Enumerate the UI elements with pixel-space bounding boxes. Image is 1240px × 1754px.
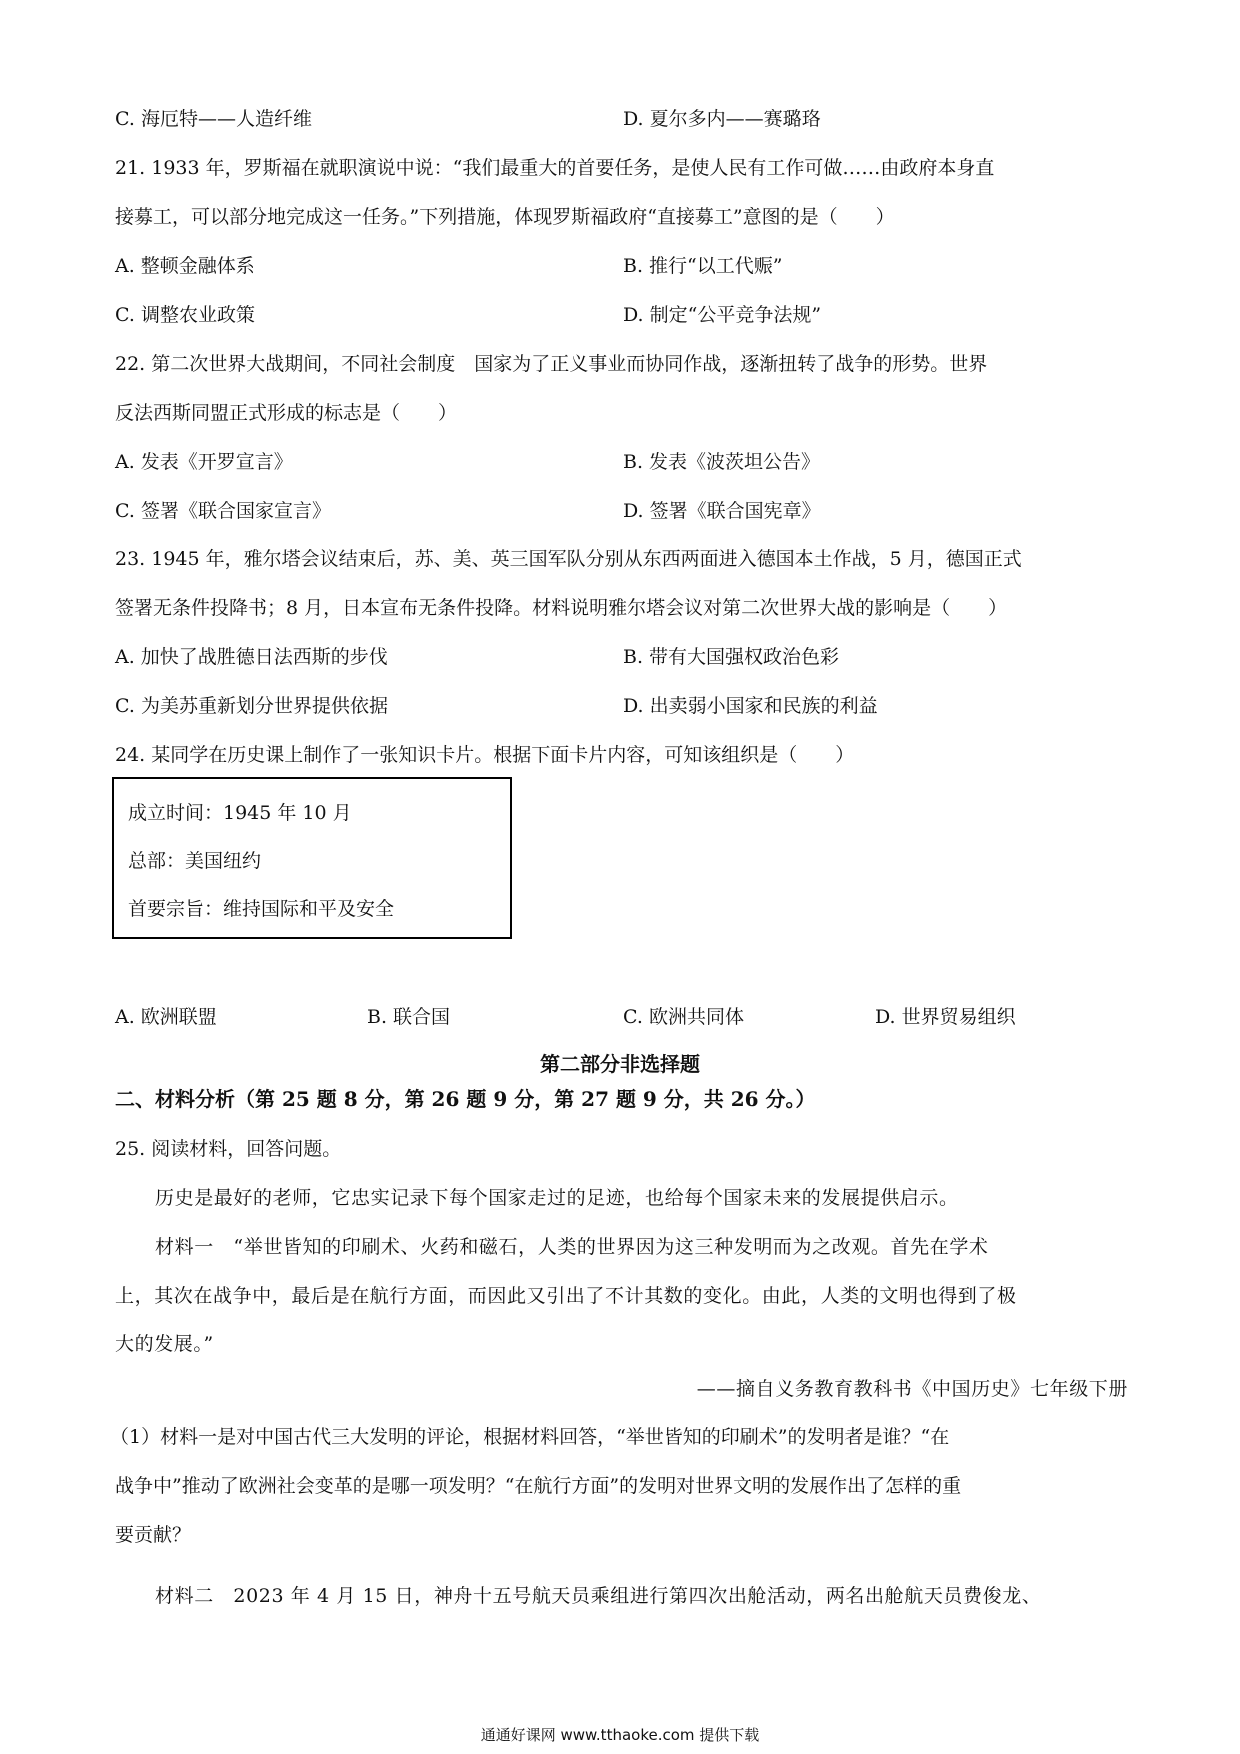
q21-option-c: C. 调整农业政策 bbox=[115, 304, 255, 326]
section-heading: 二、材料分析（第 25 题 8 分，第 26 题 9 分，第 27 题 9 分，共 26 分。） bbox=[115, 1087, 816, 1111]
q22-option-a: A. 发表《开罗宣言》 bbox=[115, 451, 293, 473]
q20-option-c: C. 海厄特——人造纤维 bbox=[115, 108, 312, 130]
q21-stem-line1: 21. 1933 年，罗斯福在就职演说中说：“我们最重大的首要任务，是使人民有工作可做……由政府本身直 bbox=[115, 157, 995, 179]
q21-option-d: D. 制定“公平竞争法规” bbox=[623, 304, 822, 326]
q24-stem: 24. 某同学在历史课上制作了一张知识卡片。根据下面卡片内容，可知该组织是（ ） bbox=[115, 744, 855, 766]
q22-option-d: D. 签署《联合国宪章》 bbox=[623, 500, 821, 522]
q23-option-a: A. 加快了战胜德日法西斯的步伐 bbox=[115, 646, 388, 668]
q21-option-b: B. 推行“以工代赈” bbox=[623, 255, 783, 277]
q24-option-c: C. 欧洲共同体 bbox=[623, 1006, 744, 1028]
q24-option-d: D. 世界贸易组织 bbox=[875, 1006, 1016, 1028]
part-title: 第二部分非选择题 bbox=[540, 1052, 700, 1076]
q23-stem-line2: 签署无条件投降书；8 月，日本宣布无条件投降。材料说明雅尔塔会议对第二次世界大战的影响是（ ） bbox=[115, 597, 1008, 619]
q25-sub1-line2: 战争中”推动了欧洲社会变革的是哪一项发明？“在航行方面”的发明对世界文明的发展作出了怎样的重 bbox=[115, 1475, 962, 1497]
material-1-source: ——摘自义务教育教科书《中国历史》七年级下册 bbox=[696, 1378, 1128, 1400]
q25-sub1-line3: 要贡献？ bbox=[115, 1524, 192, 1546]
q25-intro: 25. 阅读材料，回答问题。 bbox=[115, 1138, 342, 1160]
q22-option-b: B. 发表《波茨坦公告》 bbox=[623, 451, 821, 473]
material-2-line1: 材料二 2023 年 4 月 15 日，神舟十五号航天员乘组进行第四次出舱活动，两名出舱航天员费俊龙、 bbox=[155, 1585, 1042, 1607]
card-established: 成立时间：1945 年 10 月 bbox=[128, 802, 352, 824]
material-1-line3: 大的发展。” bbox=[115, 1333, 214, 1355]
q20-option-d: D. 夏尔多内——赛璐珞 bbox=[623, 108, 821, 130]
q22-stem-line1: 22. 第二次世界大战期间，不同社会制度 国家为了正义事业而协同作战，逐渐扭转了战争的形势。世界 bbox=[115, 353, 988, 375]
q22-option-c: C. 签署《联合国家宣言》 bbox=[115, 500, 331, 522]
q23-option-d: D. 出卖弱小国家和民族的利益 bbox=[623, 695, 878, 717]
q23-stem-line1: 23. 1945 年，雅尔塔会议结束后，苏、美、英三国军队分别从东西两面进入德国本土作战，5 月，德国正式 bbox=[115, 548, 1022, 570]
knowledge-card bbox=[112, 777, 512, 939]
card-purpose: 首要宗旨：维持国际和平及安全 bbox=[128, 898, 395, 920]
q25-lead: 历史是最好的老师，它忠实记录下每个国家走过的足迹，也给每个国家未来的发展提供启示。 bbox=[155, 1187, 959, 1209]
page-footer: 通通好课网 www.tthaoke.com 提供下载 bbox=[480, 1726, 760, 1744]
q24-option-b: B. 联合国 bbox=[367, 1006, 451, 1028]
q23-option-b: B. 带有大国强权政治色彩 bbox=[623, 646, 840, 668]
q24-option-a: A. 欧洲联盟 bbox=[115, 1006, 217, 1028]
material-1-line1: 材料一 “举世皆知的印刷术、火药和磁石，人类的世界因为这三种发明而为之改观。首先在学术 bbox=[155, 1236, 989, 1258]
q25-sub1-line1: （1）材料一是对中国古代三大发明的评论，根据材料回答，“举世皆知的印刷术”的发明者是谁？“在 bbox=[110, 1426, 950, 1448]
q21-option-a: A. 整顿金融体系 bbox=[115, 255, 255, 277]
q23-option-c: C. 为美苏重新划分世界提供依据 bbox=[115, 695, 388, 717]
material-1-line2: 上，其次在战争中，最后是在航行方面，而因此又引出了不计其数的变化。由此，人类的文明也得到了极 bbox=[115, 1285, 1017, 1307]
q21-stem-line2: 接募工，可以部分地完成这一任务。”下列措施，体现罗斯福政府“直接募工”意图的是（ ） bbox=[115, 206, 895, 228]
card-headquarters: 总部：美国纽约 bbox=[128, 850, 262, 872]
q22-stem-line2: 反法西斯同盟正式形成的标志是（ ） bbox=[115, 402, 458, 424]
